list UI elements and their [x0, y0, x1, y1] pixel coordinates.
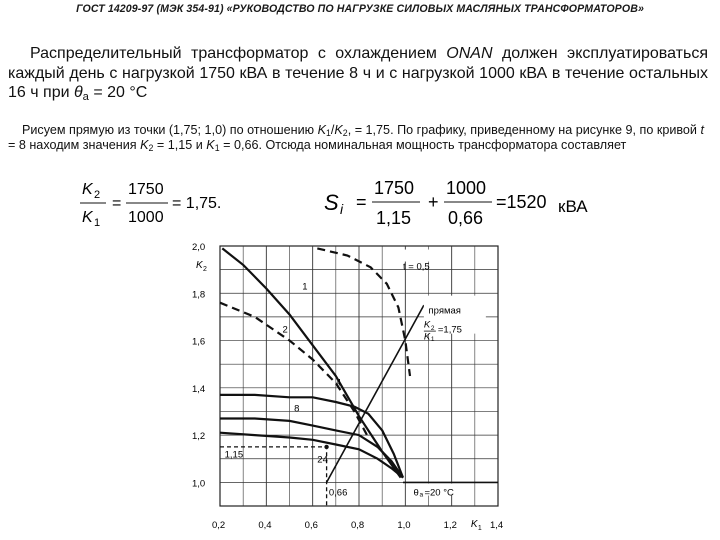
- label-pryamaya-k2-sub: 2: [430, 324, 435, 332]
- svg-text:=1520: =1520: [496, 192, 547, 212]
- solution-paragraph: Рисуем прямую из точки (1,75; 1,0) по отношению $K_1/K_2$, = 1,75. По графику, приведенному на рисунке 9, по кривой t = 8 находим значения $K_2 = 1,15$ и $K_1 = 0,66$. Отсюда номинальная мощность трансформатора составляет: [8, 123, 704, 154]
- x-tick-label: 0,8: [351, 520, 365, 531]
- label-4: 4: [335, 377, 342, 389]
- svg-text:+: +: [428, 192, 439, 212]
- label-2: 2: [282, 324, 288, 336]
- y-tick-label: 1,4: [192, 383, 206, 395]
- label-theta: θ: [413, 487, 419, 499]
- x-tick-label: 1,4: [490, 520, 504, 531]
- label-t05: t = 0,5: [403, 261, 430, 273]
- y-tick-label: 1,8: [192, 289, 206, 301]
- label-066: 0,66: [328, 487, 348, 499]
- curve-прямая-k2-k1-1-75: [327, 305, 424, 482]
- svg-text:1750: 1750: [374, 178, 415, 198]
- svg-text:1: 1: [94, 217, 101, 229]
- label-pryamaya: прямая: [428, 305, 461, 317]
- x-tick-label: 1,0: [397, 520, 411, 531]
- svg-text:i: i: [340, 201, 344, 217]
- chart-labels: [196, 250, 486, 532]
- intersection-point: [324, 445, 328, 449]
- label-115: 1,15: [224, 449, 244, 461]
- label-8: 8: [294, 403, 300, 415]
- curve-2: [222, 248, 400, 477]
- svg-text:=: =: [356, 192, 367, 212]
- ratio-equation: [80, 174, 250, 230]
- svg-text:1000: 1000: [128, 209, 164, 226]
- label-theta-sub: а: [419, 491, 424, 499]
- svg-text:кВА: кВА: [558, 197, 588, 216]
- load-chart: [180, 236, 510, 540]
- svg-text:1000: 1000: [446, 178, 487, 198]
- svg-text:K: K: [82, 209, 93, 226]
- svg-text:K: K: [82, 181, 93, 198]
- svg-text:S: S: [324, 190, 339, 215]
- x-axis-label: K: [470, 519, 478, 530]
- curve-4: [220, 395, 403, 478]
- label-bg: [402, 250, 446, 262]
- y-axis-label-sub: 2: [203, 266, 207, 273]
- svg-text:=: =: [112, 195, 122, 212]
- y-axis-label: K: [196, 260, 203, 271]
- label-pryamaya-eq: =1,75: [437, 324, 462, 336]
- label-pryamaya-k2: K: [423, 319, 431, 331]
- x-tick-label: 0,4: [258, 520, 272, 531]
- curve-8: [220, 419, 403, 478]
- power-equation: [322, 174, 612, 234]
- x-axis-label-sub: 1: [477, 525, 482, 532]
- svg-text:= 1,75.: = 1,75.: [172, 195, 222, 212]
- label-theta-val: =20 °C: [424, 487, 454, 499]
- task-paragraph: Распределительный трансформатор с охлаждением ONAN должен эксплуатироваться каждый день с нагрузкой 1750 кВА в течение 8 ч и с нагрузкой 1000 кВА в течение остальных 16 ч при $\theta_а = 20$ °С: [8, 45, 708, 103]
- y-tick-label: 1,6: [192, 336, 206, 348]
- svg-text:1,15: 1,15: [376, 208, 412, 228]
- y-tick-label: 1,0: [192, 478, 206, 490]
- label-pryamaya-k1: K: [423, 331, 431, 343]
- x-tick-label: 1,2: [443, 520, 457, 531]
- y-tick-label: 2,0: [192, 242, 206, 253]
- y-tick-label: 1,2: [192, 431, 206, 443]
- label-1: 1: [302, 281, 308, 293]
- label-pryamaya-k1-sub: 1: [430, 336, 435, 344]
- svg-text:1750: 1750: [128, 181, 164, 198]
- x-tick-label: 0,6: [304, 520, 318, 531]
- label-24: 24: [317, 454, 328, 466]
- svg-text:2: 2: [94, 189, 101, 201]
- x-tick-label: 0,2: [212, 520, 226, 531]
- curve-1: [220, 303, 368, 438]
- curve-24: [220, 433, 403, 478]
- svg-text:0,66: 0,66: [448, 208, 484, 228]
- document-header: ГОСТ 14209-97 (МЭК 354-91) «РУКОВОДСТВО ПО НАГРУЗКЕ СИЛОВЫХ МАСЛЯНЫХ ТРАНСФОРМАТОРОВ»: [76, 3, 644, 15]
